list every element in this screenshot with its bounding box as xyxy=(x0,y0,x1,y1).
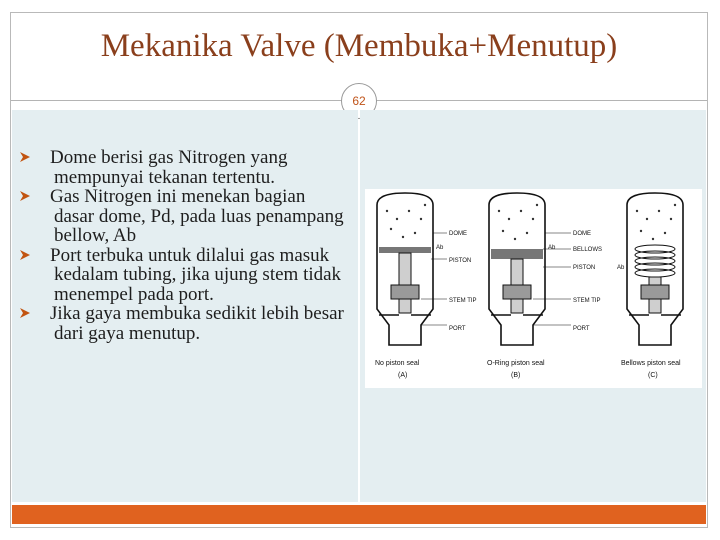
bullet-item xyxy=(18,187,348,246)
bullet-text: Dome berisi gas Nitrogen yang mempunyai tekanan tertentu. xyxy=(50,147,288,188)
valve-b xyxy=(487,193,602,379)
valve-letter: (C) xyxy=(648,372,658,379)
valve-diagram xyxy=(365,189,702,388)
valve-caption: No piston seal xyxy=(375,360,420,367)
slide-number-badge: 62 xyxy=(341,83,377,119)
callout-text: PISTON xyxy=(449,258,472,264)
bullet-text: Gas Nitrogen ini menekan bagian dasar dome, Pd, pada luas penampang bellow, Ab xyxy=(50,186,344,246)
area-mark: Ab xyxy=(617,265,625,271)
valve-a xyxy=(375,193,477,379)
valve-c xyxy=(617,193,683,379)
callout-text: STEM TIP xyxy=(449,298,477,304)
valve-diagram-svg xyxy=(365,189,702,388)
valve-letter: (A) xyxy=(398,372,408,379)
callout-text: BELLOWS xyxy=(573,247,603,253)
bullet-arrow-icon xyxy=(19,303,33,319)
valve-caption: O-Ring piston seal xyxy=(487,360,545,367)
bullet-arrow-icon xyxy=(19,245,33,261)
valve-caption: Bellows piston seal xyxy=(621,360,681,367)
callout-text: PISTON xyxy=(573,265,596,271)
callout-text: PORT xyxy=(449,326,466,332)
slide-title: Mekanika Valve (Membuka+Menutup) xyxy=(100,28,618,64)
valve-letter: (B) xyxy=(511,372,521,379)
bullet-item xyxy=(18,304,348,343)
bullet-arrow-icon xyxy=(19,147,33,163)
bullet-item xyxy=(18,246,348,305)
callout-text: DOME xyxy=(449,231,467,237)
callout-text: DOME xyxy=(573,231,591,237)
bullet-list xyxy=(18,148,348,343)
area-mark: Ab xyxy=(436,245,444,251)
footer-accent-bar xyxy=(12,505,706,524)
bullet-item xyxy=(18,148,348,187)
area-mark: Ab xyxy=(548,245,556,251)
bullet-text: Port terbuka untuk dilalui gas masuk kedalam tubing, jika ujung stem tidak menempel pada port. xyxy=(50,244,342,305)
callout-text: PORT xyxy=(573,326,590,332)
bullet-text: Jika gaya membuka sedikit lebih besar dari gaya menutup. xyxy=(50,303,344,344)
callout-text: STEM TIP xyxy=(573,298,601,304)
bullet-arrow-icon xyxy=(19,186,33,202)
